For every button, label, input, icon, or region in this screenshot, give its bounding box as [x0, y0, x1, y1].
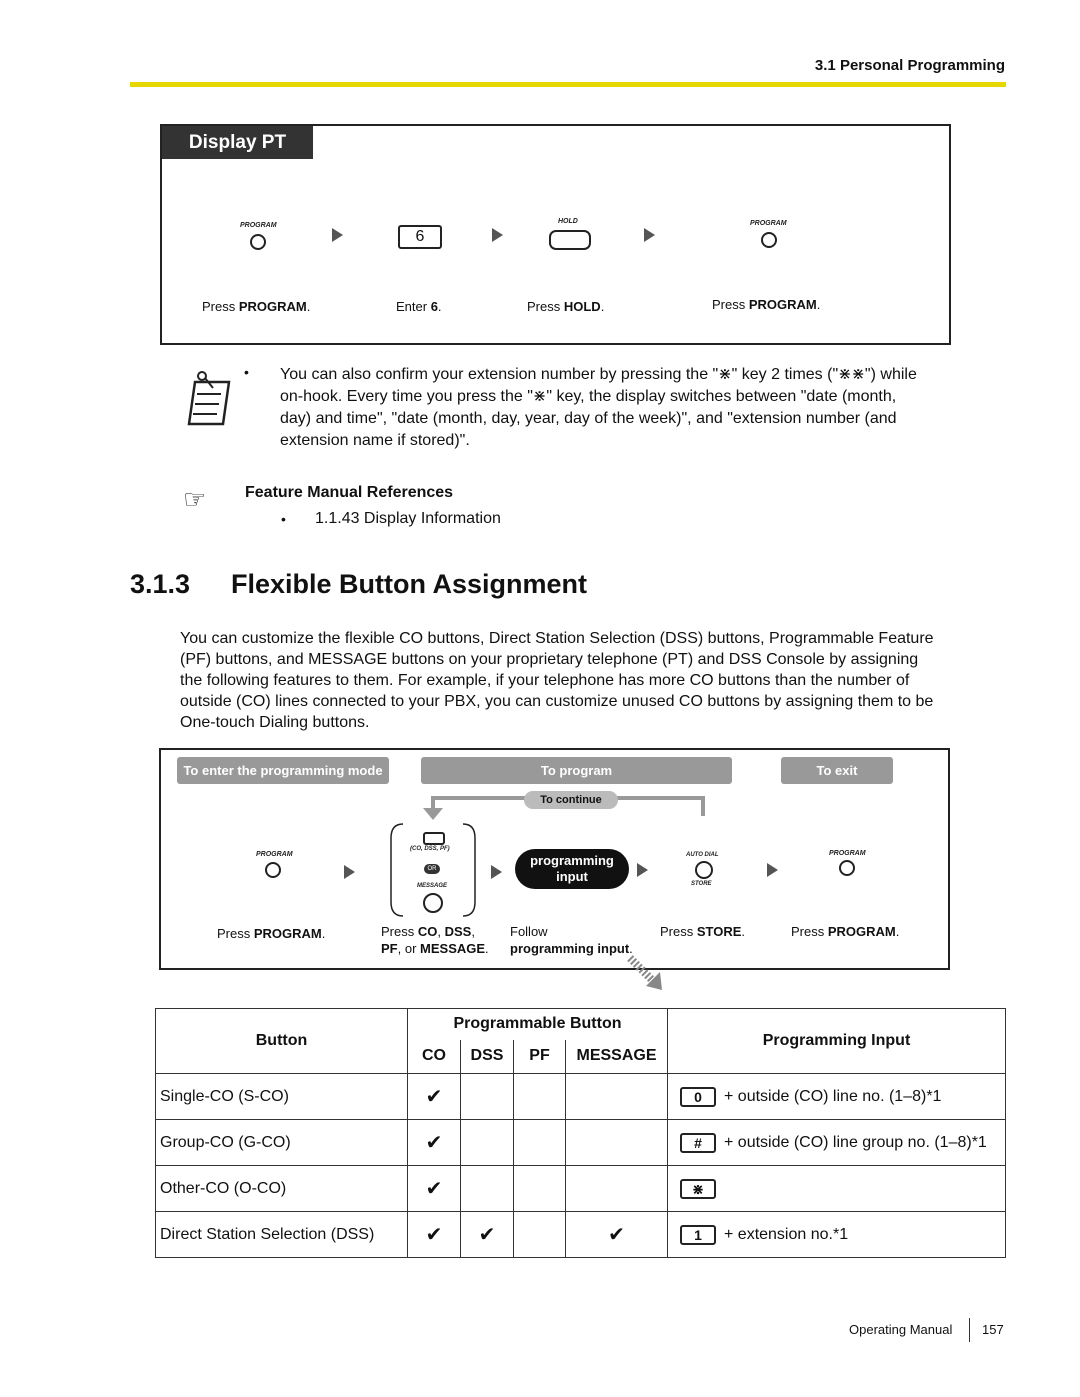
or-badge: OR: [424, 864, 440, 874]
message-check: ✔: [566, 1212, 668, 1258]
program-key-label: PROGRAM: [240, 222, 277, 229]
page-number: 157: [982, 1322, 1004, 1337]
table-row: [156, 1166, 1006, 1212]
arrow-icon: [491, 865, 502, 879]
program-key-icon: [265, 862, 281, 878]
note-text: You can also confirm your extension number by pressing the "⋇" key 2 times ("⋇⋇") while on-hook. Every time you press the "⋇" key, the display switches between "date (month, day) and time", "date (month, day, year, day of the week)", and "extension number (and extension name if stored)".: [280, 366, 917, 449]
programming-input-badge: programming input: [515, 849, 629, 889]
flexible-button-icon: [423, 832, 445, 845]
section-paragraph: You can customize the flexible CO buttons, Direct Station Selection (DSS) buttons, Programmable Feature (PF) buttons, and MESSAGE buttons on your proprietary telephone (PT) and DSS Console by assigning the following features to them. For example, if your telephone has more CO buttons than the number of outside (CO) lines connected to your PBX, you can customize unused CO buttons by assigning them to be One-touch Dialing buttons.: [180, 630, 934, 731]
to-exit-label: To exit: [781, 757, 893, 784]
message-check: [566, 1166, 668, 1212]
step-caption: Press PROGRAM.: [202, 299, 311, 314]
footer-divider: [969, 1318, 970, 1342]
store-key-icon: [695, 861, 713, 879]
flow-caption: Press STORE.: [660, 924, 746, 939]
bullet: •: [281, 511, 286, 527]
co-check: ✔: [408, 1212, 461, 1258]
footer-label: Operating Manual: [849, 1322, 953, 1337]
pf-check: [514, 1120, 566, 1166]
step-caption: Press PROGRAM.: [712, 297, 821, 312]
reference-link[interactable]: 1.1.43 Display Information: [315, 510, 501, 527]
star-key: ⋇: [680, 1179, 716, 1199]
section-header: 3.1 Personal Programming: [814, 57, 1005, 74]
table-row: [156, 1074, 1006, 1120]
flow-caption: Press PROGRAM.: [791, 924, 900, 939]
step-caption: Press HOLD.: [527, 299, 605, 314]
bullet: •: [244, 364, 249, 380]
table-row: [156, 1120, 1006, 1166]
arrow-icon: [637, 863, 648, 877]
button-cell: Direct Station Selection (DSS): [156, 1212, 408, 1258]
pointing-hand-icon: ☞: [183, 484, 207, 514]
button-cell: Single-CO (S-CO): [156, 1074, 408, 1120]
pf-check: [514, 1166, 566, 1212]
message-check: [566, 1074, 668, 1120]
header-programmable-button: Programmable Button: [408, 1009, 668, 1040]
zero-key: 0: [680, 1087, 716, 1107]
arrow-icon: [344, 865, 355, 879]
co-check: ✔: [408, 1166, 461, 1212]
program-key-label: PROGRAM: [750, 220, 787, 227]
button-cell: Group-CO (G-CO): [156, 1120, 408, 1166]
header-pf: PF: [514, 1040, 566, 1074]
step-caption: Enter 6.: [396, 299, 442, 314]
notepad-icon: [183, 368, 235, 428]
message-key-icon: [423, 893, 443, 913]
to-program-label: To program: [421, 757, 732, 784]
input-cell: # + outside (CO) line group no. (1–8)*1: [668, 1120, 1006, 1166]
button-assignment-table: [155, 1008, 1006, 1258]
enter-mode-label: To enter the programming mode: [177, 757, 389, 784]
header-programming-input: Programming Input: [668, 1009, 1006, 1074]
dss-check: [461, 1074, 514, 1120]
program-key-icon: [839, 860, 855, 876]
input-cell: [668, 1166, 1006, 1212]
hold-key-label: HOLD: [558, 218, 578, 225]
arrow-icon: [492, 228, 503, 242]
co-check: ✔: [408, 1120, 461, 1166]
dss-check: ✔: [461, 1212, 514, 1258]
message-check: [566, 1120, 668, 1166]
table-row: [156, 1212, 1006, 1258]
co-dss-pf-label: (CO, DSS, PF): [410, 846, 450, 852]
references-title: Feature Manual References: [245, 484, 454, 501]
flow-caption: Press CO, DSS, PF, or MESSAGE.: [381, 924, 489, 956]
header-co: CO: [408, 1040, 461, 1074]
dss-check: [461, 1166, 514, 1212]
program-key-label: PROGRAM: [829, 850, 866, 857]
to-continue-label: To continue: [524, 791, 618, 809]
pf-check: [514, 1212, 566, 1258]
section-number: 3.1.3: [130, 569, 191, 599]
one-key: 1: [680, 1225, 716, 1245]
digit-key: 6: [398, 225, 442, 249]
co-check: ✔: [408, 1074, 461, 1120]
arrow-icon: [332, 228, 343, 242]
program-key-icon: [250, 234, 266, 250]
auto-dial-key-label: AUTO DIAL: [686, 852, 719, 858]
header-button: Button: [156, 1009, 408, 1074]
program-key-icon: [761, 232, 777, 248]
program-key-label: PROGRAM: [256, 851, 293, 858]
flow-caption: Press PROGRAM.: [217, 926, 326, 941]
button-cell: Other-CO (O-CO): [156, 1166, 408, 1212]
arrow-icon: [767, 863, 778, 877]
section-title: Flexible Button Assignment: [231, 569, 588, 599]
flow-caption: Follow programming input.: [510, 924, 633, 956]
store-key-label: STORE: [691, 881, 712, 887]
display-pt-box: [160, 124, 951, 345]
display-pt-tab: Display PT: [162, 126, 313, 159]
down-arrow-icon: [626, 954, 666, 994]
input-cell: 0 + outside (CO) line no. (1–8)*1: [668, 1074, 1006, 1120]
programming-flow-box: [159, 748, 950, 970]
hold-key-icon: [549, 230, 591, 250]
input-cell: 1 + extension no.*1: [668, 1212, 1006, 1258]
message-key-label: MESSAGE: [417, 883, 448, 889]
dss-check: [461, 1120, 514, 1166]
arrow-icon: [644, 228, 655, 242]
pf-check: [514, 1074, 566, 1120]
header-message: MESSAGE: [566, 1040, 668, 1074]
pound-key: #: [680, 1133, 716, 1153]
header-dss: DSS: [461, 1040, 514, 1074]
header-rule: [130, 82, 1006, 87]
